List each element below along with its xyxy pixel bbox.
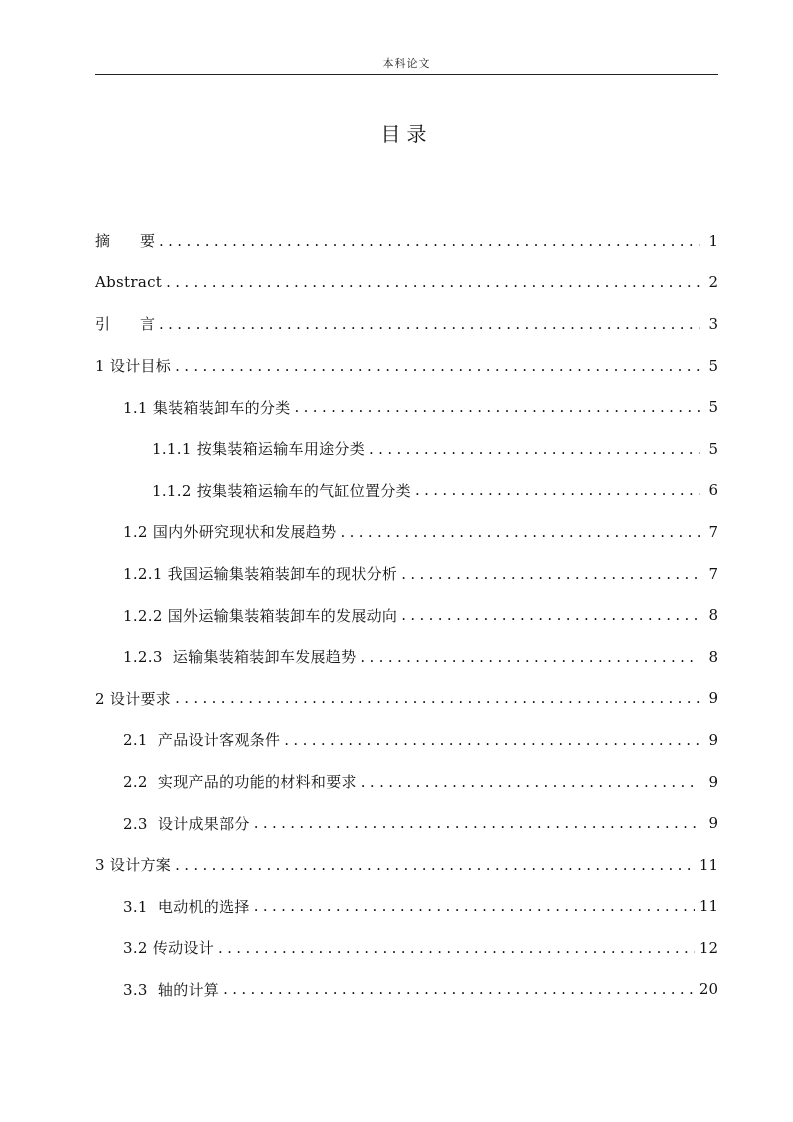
toc-entry[interactable] <box>95 678 718 720</box>
toc-leader-dots <box>358 648 700 666</box>
toc-entry-page-number: 3 <box>700 315 718 333</box>
toc-entry-label: 3.1 电动机的选择 <box>123 897 250 916</box>
toc-entry[interactable] <box>95 262 718 304</box>
toc-leader-dots <box>282 731 700 749</box>
toc-leader-dots <box>252 814 700 832</box>
toc-leader-dots <box>293 398 700 416</box>
toc-entry-label: 1.2 国内外研究现状和发展趋势 <box>123 523 337 542</box>
running-title: 本科论文 <box>382 57 431 70</box>
toc-entry-label: 2 设计要求 <box>95 689 172 708</box>
toc-entry-label: 1.2.1 我国运输集装箱装卸车的现状分析 <box>123 565 398 584</box>
toc-entry-page-number: 11 <box>695 856 718 874</box>
toc-entry[interactable] <box>95 345 718 387</box>
toc-leader-dots <box>399 606 700 624</box>
toc-entry-page-number: 12 <box>695 939 718 957</box>
toc-title: 目录 <box>380 122 433 146</box>
toc-entry[interactable] <box>95 719 718 761</box>
toc-leader-dots <box>173 689 700 707</box>
toc-entry[interactable] <box>95 844 718 886</box>
toc-leader-dots <box>157 232 700 250</box>
toc-entry-page-number: 2 <box>700 273 718 291</box>
toc-entry[interactable] <box>95 553 718 595</box>
toc-entry[interactable] <box>95 220 718 262</box>
toc-entry[interactable] <box>95 428 718 470</box>
toc-entry[interactable] <box>95 386 718 428</box>
toc-entry-page-number: 20 <box>695 980 718 998</box>
toc-entry-label: 1.2.3 运输集装箱装卸车发展趋势 <box>123 648 357 667</box>
toc-entry-page-number: 9 <box>700 773 718 791</box>
toc-leader-dots <box>252 897 695 915</box>
toc-leader-dots <box>399 565 700 583</box>
toc-leader-dots <box>157 315 700 333</box>
toc-entry-label: 1.1.2 按集装箱运输车的气缸位置分类 <box>152 481 411 500</box>
toc-leader-dots <box>367 440 700 458</box>
toc-entry-page-number: 7 <box>700 523 718 541</box>
toc-entry[interactable] <box>95 761 718 803</box>
toc-leader-dots <box>359 773 700 791</box>
table-of-contents <box>95 220 718 1010</box>
toc-entry-page-number: 9 <box>700 689 718 707</box>
toc-entry-label-char: 言 <box>140 315 156 334</box>
toc-entry-label-char: 引 <box>95 315 111 334</box>
toc-entry[interactable] <box>95 636 718 678</box>
toc-entry[interactable] <box>95 927 718 969</box>
toc-entry-page-number: 5 <box>700 357 718 375</box>
toc-entry-page-number: 9 <box>700 731 718 749</box>
toc-entry-page-number: 8 <box>700 648 718 666</box>
toc-entry-label: Abstract <box>95 273 163 292</box>
toc-entry-label: 2.3 设计成果部分 <box>123 814 250 833</box>
page-header <box>95 52 718 75</box>
toc-entry-page-number: 8 <box>700 606 718 624</box>
toc-entry[interactable] <box>95 470 718 512</box>
toc-entry-page-number: 11 <box>695 897 718 915</box>
toc-entry-page-number: 9 <box>700 814 718 832</box>
toc-leader-dots <box>164 273 700 291</box>
toc-entry-label-char: 要 <box>140 232 156 251</box>
toc-entry-label <box>95 230 157 251</box>
toc-entry-page-number: 5 <box>700 440 718 458</box>
toc-leader-dots <box>221 980 695 998</box>
toc-leader-dots <box>216 939 695 957</box>
toc-entry[interactable] <box>95 303 718 345</box>
toc-entry-label: 2.1 产品设计客观条件 <box>123 731 281 750</box>
toc-entry-label: 1.1 集装箱装卸车的分类 <box>123 398 291 417</box>
toc-entry-label: 3 设计方案 <box>95 856 172 875</box>
toc-entry-label: 1 设计目标 <box>95 357 172 376</box>
toc-entry-page-number: 1 <box>700 232 718 250</box>
toc-entry-page-number: 7 <box>700 565 718 583</box>
toc-entry-label <box>95 313 157 334</box>
toc-entry[interactable] <box>95 511 718 553</box>
toc-entry-page-number: 5 <box>700 398 718 416</box>
toc-leader-dots <box>338 523 700 541</box>
toc-entry-label: 1.1.1 按集装箱运输车用途分类 <box>152 440 366 459</box>
toc-entry-label: 3.3 轴的计算 <box>123 980 220 999</box>
toc-entry[interactable] <box>95 886 718 928</box>
toc-entry-label-char: 摘 <box>95 232 111 251</box>
toc-entry-page-number: 6 <box>700 481 718 499</box>
toc-entry[interactable] <box>95 594 718 636</box>
toc-entry[interactable] <box>95 969 718 1011</box>
toc-leader-dots <box>413 481 700 499</box>
toc-entry[interactable] <box>95 802 718 844</box>
toc-entry-label: 3.2 传动设计 <box>123 939 215 958</box>
toc-entry-label: 2.2 实现产品的功能的材料和要求 <box>123 773 357 792</box>
toc-entry-label: 1.2.2 国外运输集装箱装卸车的发展动向 <box>123 606 398 625</box>
toc-leader-dots <box>173 357 700 375</box>
toc-leader-dots <box>173 856 695 874</box>
